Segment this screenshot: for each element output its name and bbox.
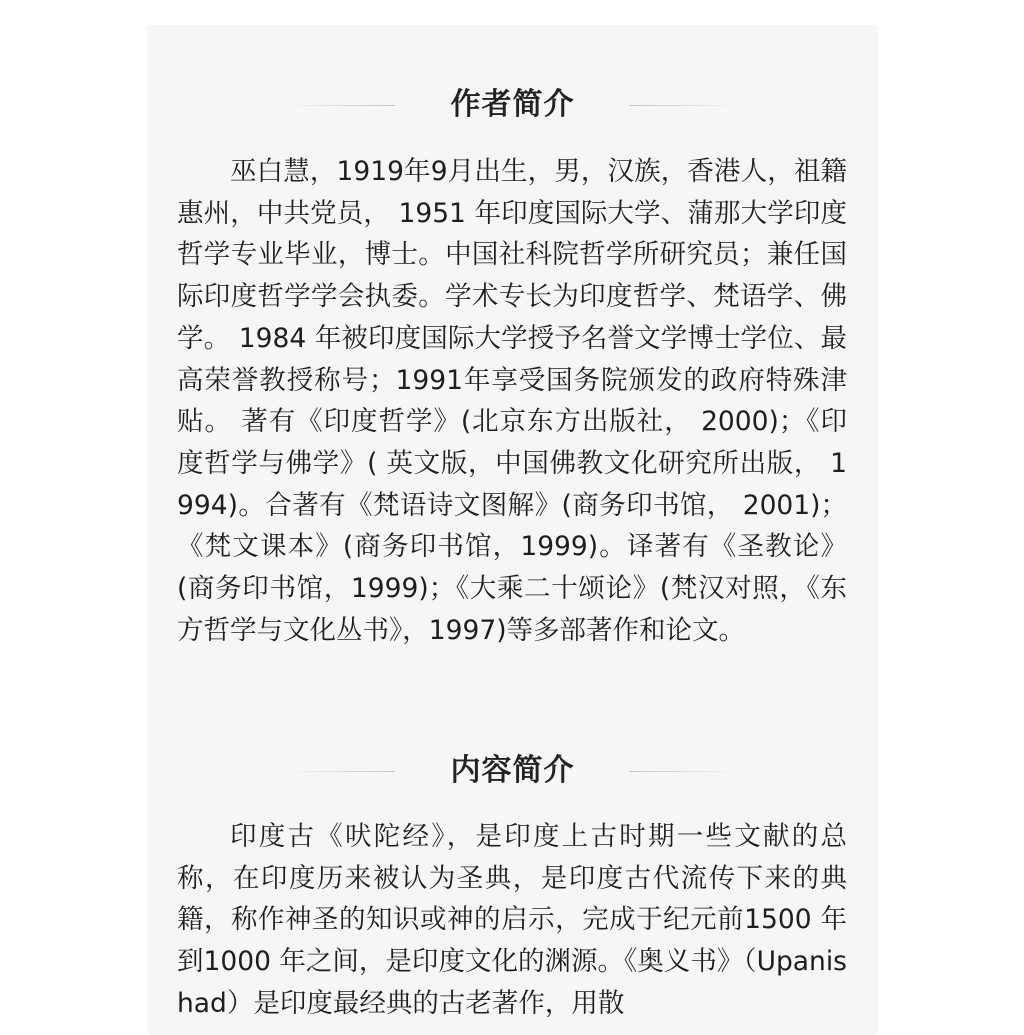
heading-divider-right [629, 771, 737, 772]
document-page [147, 25, 878, 1035]
heading-divider-right [629, 105, 737, 106]
content-summary-paragraph: 印度古《吠陀经》，是印度上古时期一些文献的总称，在印度历来被认为圣典，是印度古代流传下来的典籍，称作神圣的知识或神的启示，完成于纪元前1500 年到1000 年之间，是印度文化的渊源。《奥义书》（Upanishad）是印度最经典的古老著作，用散 [177, 821, 847, 1019]
author-heading-text: 作者简介 [450, 87, 575, 122]
author-bio-paragraph: 巫白慧，1919年9月出生，男，汉族，香港人，祖籍惠州，中共党员， 1951 年印度国际大学、蒲那大学印度哲学专业毕业，博士。中国社科院哲学所研究员；兼任国际印度哲学学会执委。学术专长为印度哲学、梵语学、佛学。 1984 年被印度国际大学授予名誉文学博士学位、最高荣誉教授称号；1991年享受国务院颁发的政府特殊津贴。 著有《印度哲学》(北京东方出版社， 2000)；《印度哲学与佛学》( 英文版，中国佛教文化研究所出版， 1994)。合著有《梵语诗文图解》(商务印书馆， 2001)；《梵文课本》(商务印书馆，1999)。译著有《圣教论》(商务印书馆，1999)；《大乘二十颂论》(梵汉对照，《东方哲学与文化丛书》，1997)等多部著作和论文。 [177, 156, 847, 646]
author-section-heading [147, 85, 878, 125]
content-section-heading [147, 751, 878, 791]
content-heading-text: 内容简介 [450, 753, 575, 788]
